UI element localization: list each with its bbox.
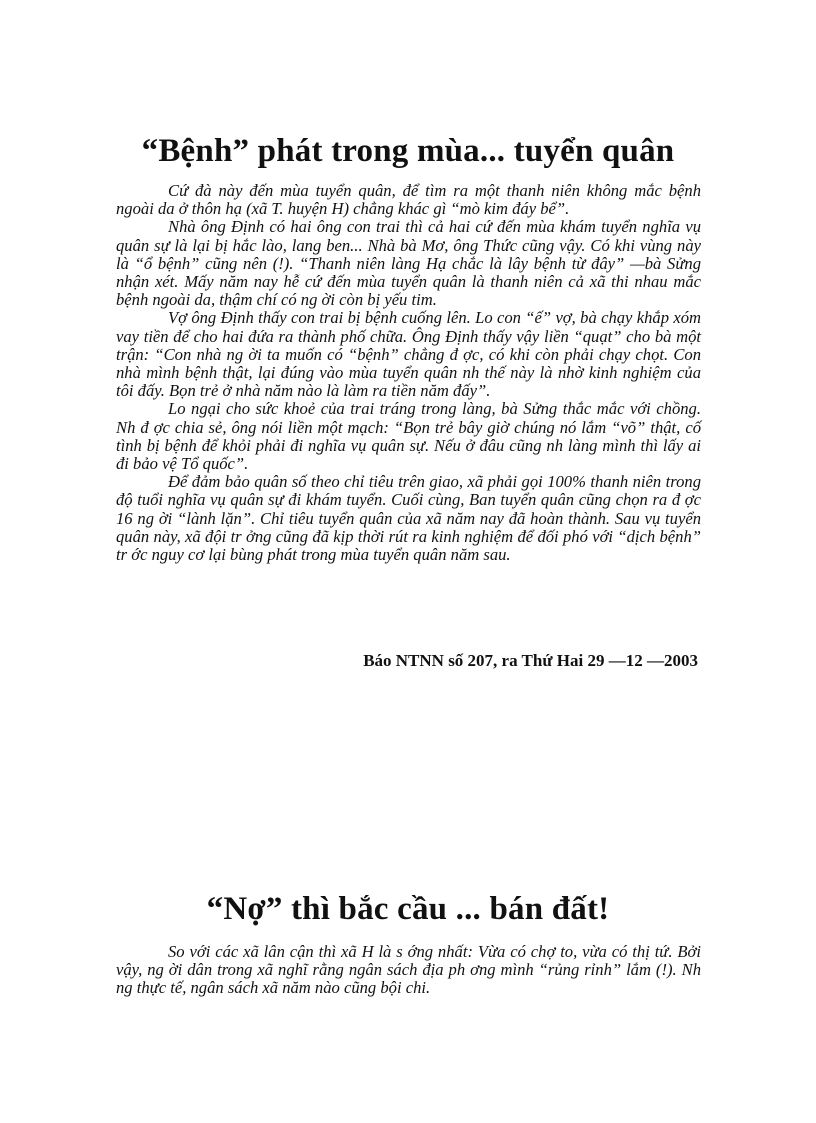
article-1-body (116, 182, 701, 564)
paragraph: Lo ngại cho sức khoẻ của trai tráng trong làng, bà Sửng thắc mắc với chồng. Nh đ ợc chia sẻ, ông nói liền một mạch: “Bọn trẻ bây giờ chúng nó lắm “võ” thật, cố tình bị bệnh để khỏi phải đi nghĩa vụ quân sự. Nếu ở đâu cũng nh làng mình thì lấy ai đi bảo vệ Tổ quốc”. (116, 399, 701, 474)
paragraph: Để đảm bảo quân số theo chỉ tiêu trên giao, xã phải gọi 100% thanh niên trong độ tuổi nghĩa vụ quân sự đi khám tuyển. Cuối cùng, Ban tuyển quân cũng chọn ra đ ợc 16 ng ời “lành lặn”. Chỉ tiêu tuyển quân của xã năm nay đã hoàn thành. Sau vụ tuyển quân này, xã đội tr ởng cũng đã kịp thời rút ra kinh nghiệm để đối phó với “dịch bệnh” tr ớc nguy cơ lại bùng phát trong mùa tuyển quân năm sau. (116, 472, 701, 565)
article-1-title: “Bệnh” phát trong mùa... tuyển quân (141, 133, 675, 169)
article-2-title: “Nợ” thì bắc cầu ... bán đất! (206, 891, 610, 927)
paragraph: So với các xã lân cận thì xã H là s ớng nhất: Vừa có chợ to, vừa có thị tứ. Bởi vậy, ng ời dân trong xã nghĩ rằng ngân sách địa ph ơng mình “rủng rỉnh” lắm (!). Nh ng thực tế, ngân sách xã năm nào cũng bội chi. (116, 942, 701, 998)
paragraph: Cứ đà này đến mùa tuyển quân, để tìm ra một thanh niên không mắc bệnh ngoài da ở thôn hạ (xã T. huyện H) chẳng khác gì “mò kim đáy bể”. (116, 181, 701, 219)
paragraph: Nhà ông Định có hai ông con trai thì cả hai cứ đến mùa khám tuyển nghĩa vụ quân sự là lại bị hắc lào, lang ben... Nhà bà Mơ, ông Thức cũng vậy. Có khi vùng này là “ổ bệnh” cũng nên (!). “Thanh niên làng Hạ chắc là lây bệnh từ đây” —bà Sửng nhận xét. Mấy năm nay hễ cứ đến mùa tuyển quân là thanh niên cả xã thi nhau mắc bệnh ngoài da, thậm chí có ng ời còn bị yếu tim. (116, 217, 701, 310)
paragraph: Vợ ông Định thấy con trai bị bệnh cuống lên. Lo con “ế” vợ, bà chạy khắp xóm vay tiền để cho hai đứa ra thành phố chữa. Ông Định thấy vậy liền “quạt” cho bà một trận: “Con nhà ng ời ta muốn có “bệnh” chẳng đ ợc, có khi còn phải chạy chọt. Con nhà mình bệnh thật, lại đúng vào mùa tuyển quân nh thế này là nhờ kinh nghiệm của tôi đấy. Bọn trẻ ở nhà năm nào là làm ra tiền năm đấy”. (116, 308, 701, 401)
article-2-body (116, 943, 701, 998)
article-1-source: Báo NTNN số 207, ra Thứ Hai 29 —12 —2003 (363, 651, 698, 670)
